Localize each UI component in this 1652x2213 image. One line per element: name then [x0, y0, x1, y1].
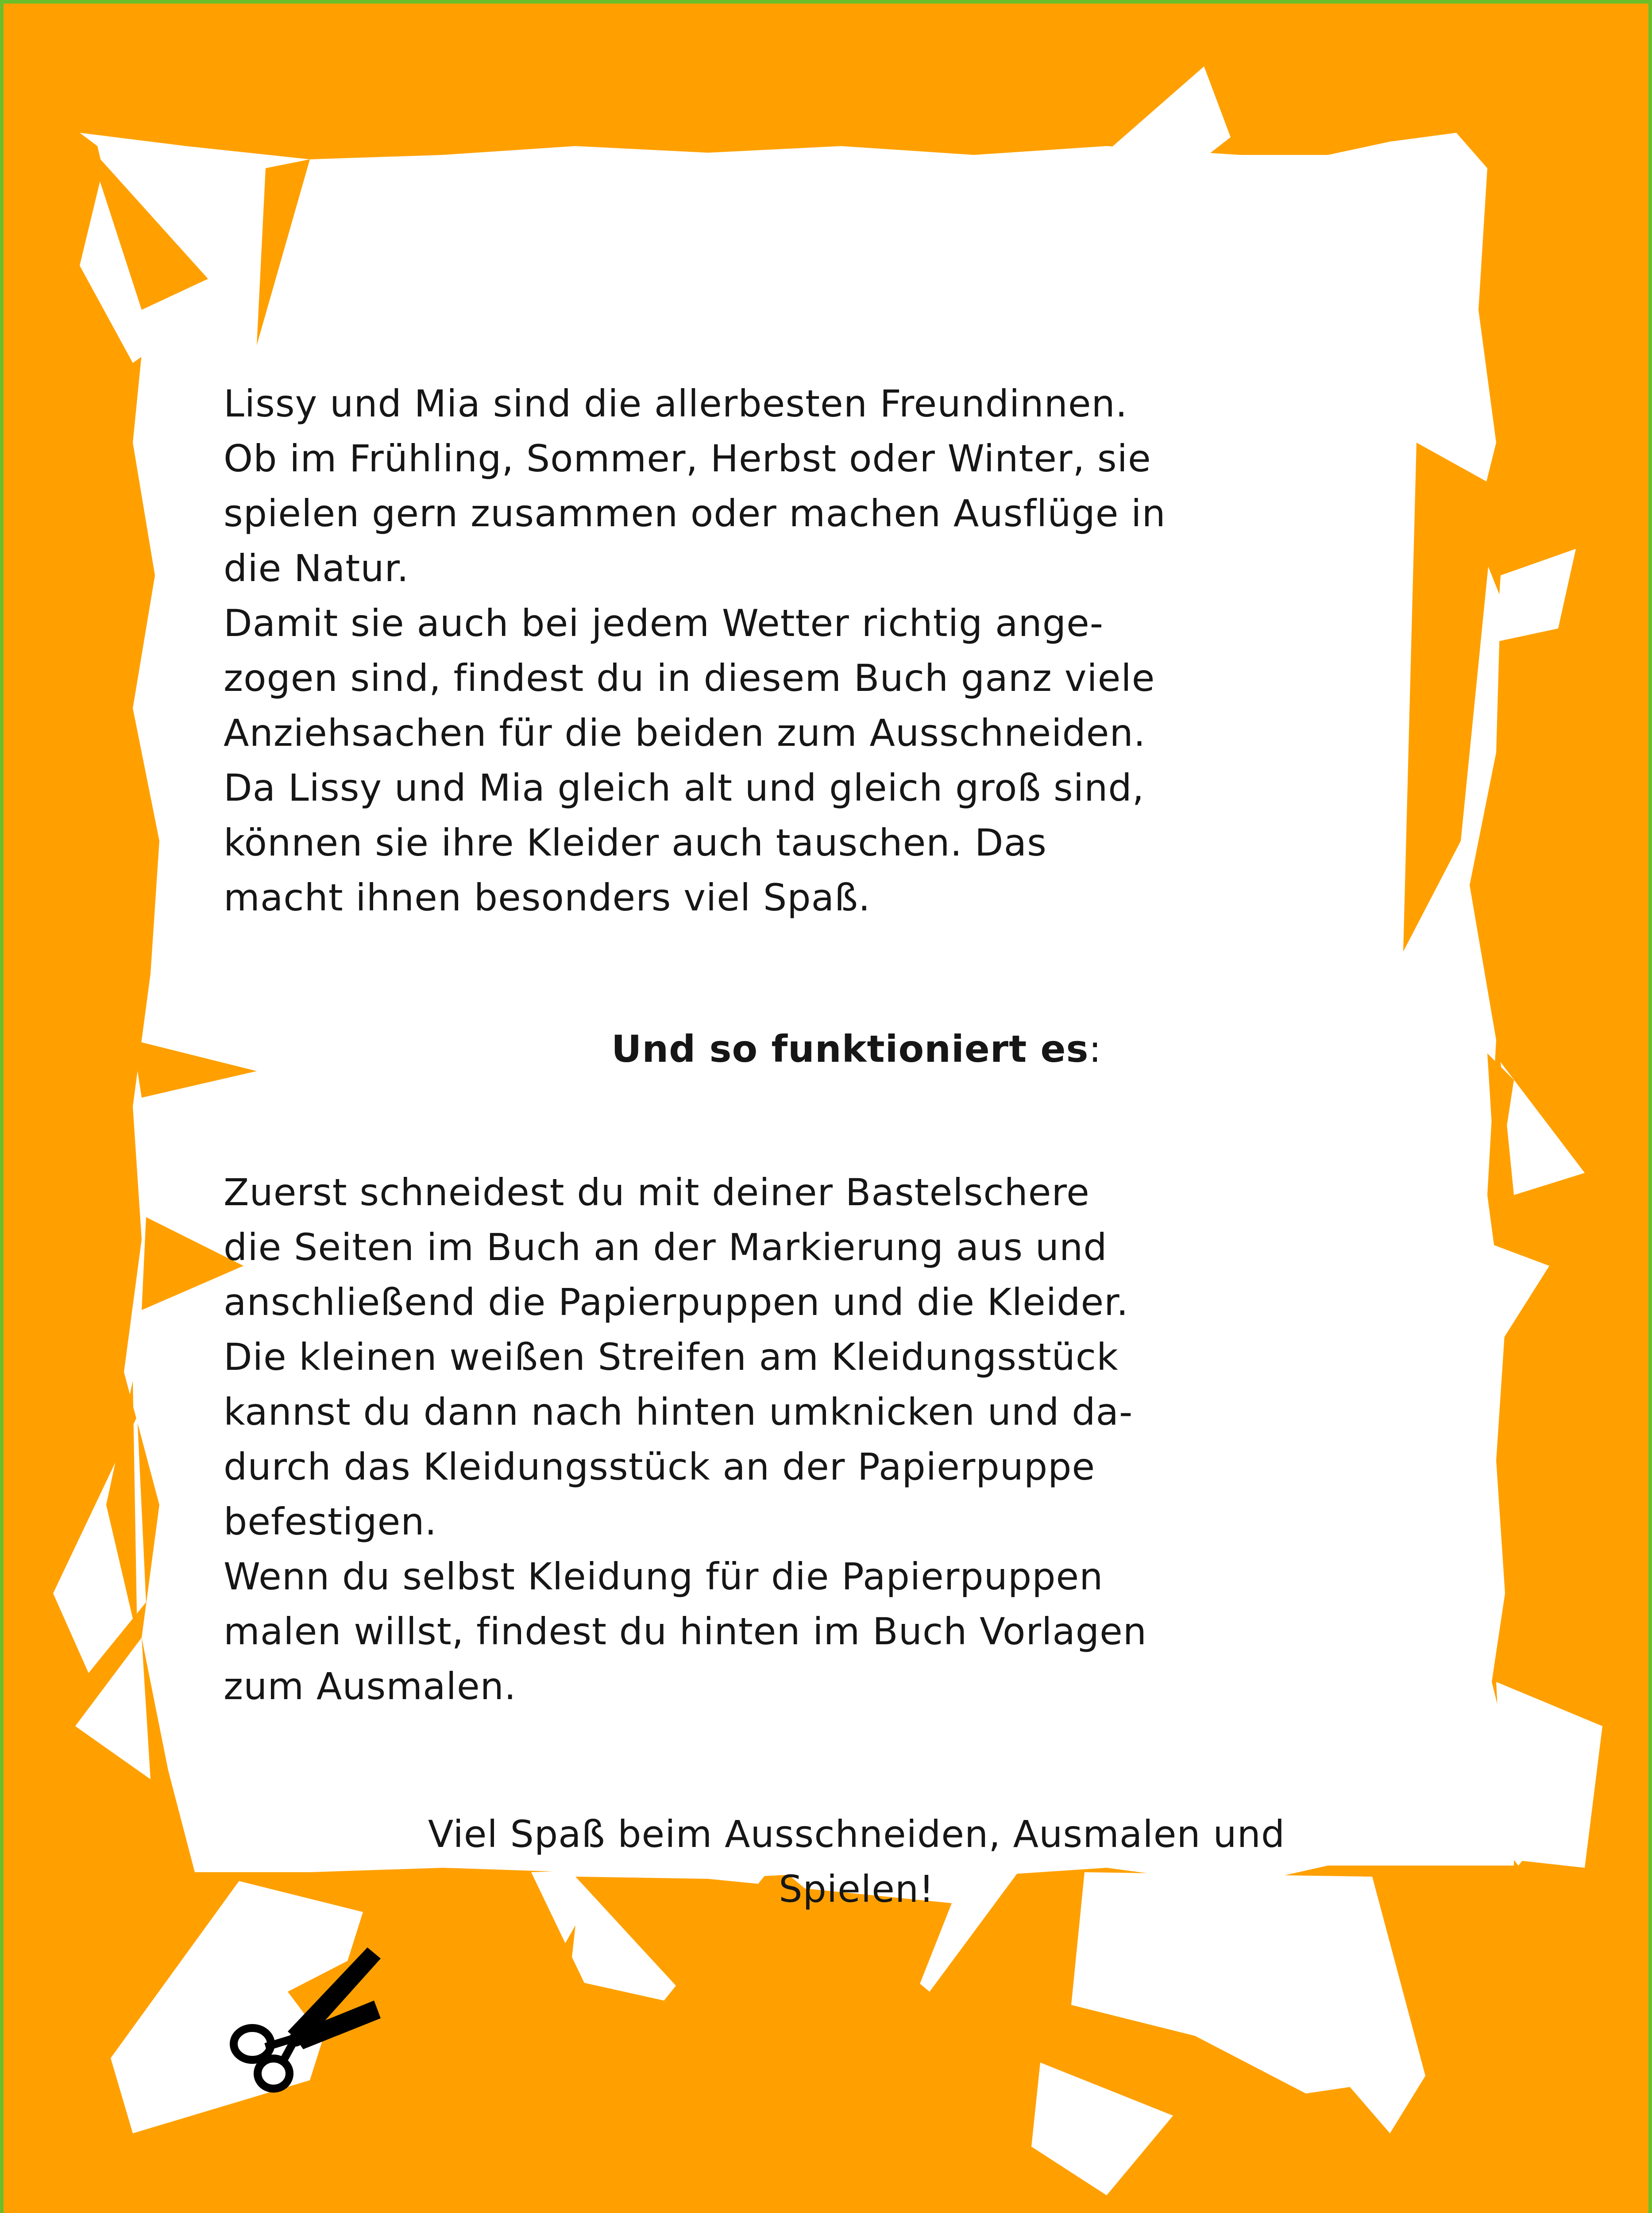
- heading-text: Und so funktioniert es: [611, 1027, 1089, 1071]
- intro-paragraph: Lissy und Mia sind die allerbesten Freundinnen. Ob im Frühling, Sommer, Herbst oder Winter, sie spielen gern zusammen oder machen Ausflüge in die Natur. Damit sie auch bei jedem Wetter richtig ange- zogen sind, findest du in diesem Buch ganz viele Anziehsachen für die beiden zum Ausschneiden. Da Lissy und Mia gleich alt und gleich groß sind, können sie ihre Kleider auch tauschen. Das macht ihnen besonders viel Spaß.: [224, 382, 1166, 919]
- closing-text: Viel Spaß beim Ausschneiden, Ausmalen und Spielen!: [428, 1812, 1285, 1911]
- instructions-heading: [224, 1022, 1490, 1076]
- instructions-paragraph: Zuerst schneidest du mit deiner Bastelschere die Seiten im Buch an der Markierung aus und anschließend die Papierpuppen und die Kleider. Die kleinen weißen Streifen am Kleidungsstück kannst du dann nach hinten umknicken und da- durch das Kleidungsstück an der Papierpuppe befestigen. Wenn du selbst Kleidung für die Papierpuppen malen willst, findest du hinten im Buch Vorlagen zum Ausmalen.: [224, 1171, 1147, 1708]
- content-text: [224, 376, 1490, 1916]
- heading-colon: :: [1088, 1027, 1102, 1071]
- scissors-icon: [221, 1939, 385, 2093]
